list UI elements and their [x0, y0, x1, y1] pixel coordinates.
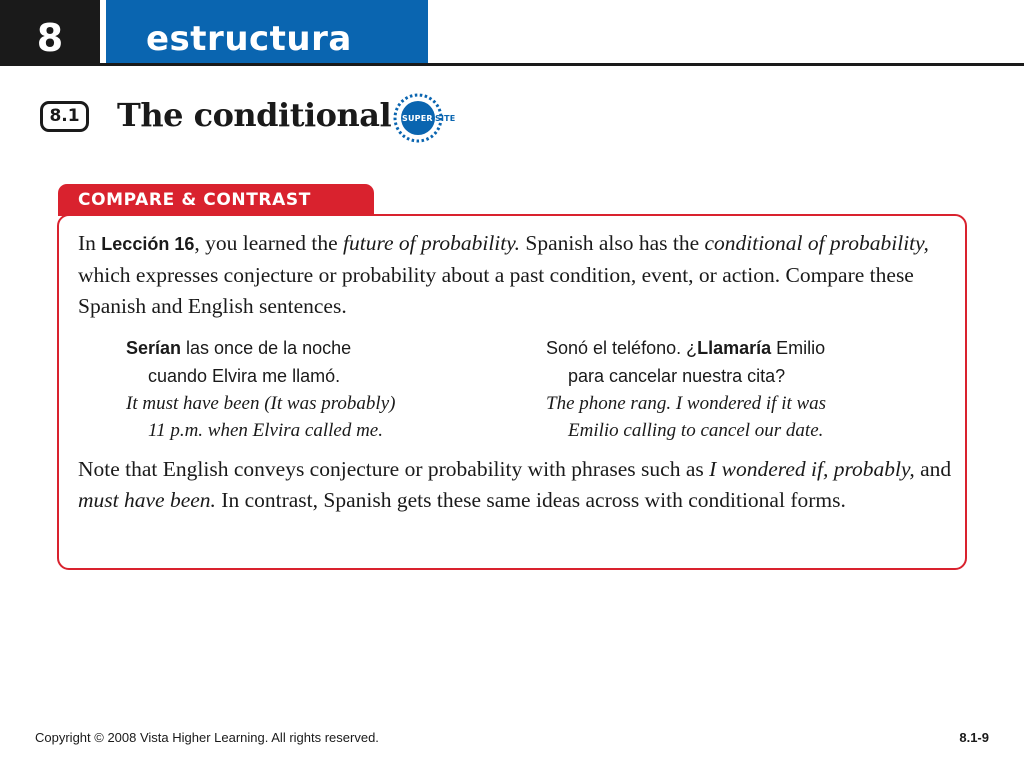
example-right-spanish-line2: para cancelar nuestra cita? [568, 366, 786, 386]
example-left-english-line1: It must have been (It was probably) [126, 393, 396, 414]
example-right-english-line1: The phone rang. I wondered if it was [546, 393, 827, 414]
example-right-english-line2: Emilio calling to cancel our date. [568, 420, 824, 441]
example-right [546, 334, 946, 444]
copyright-text: Copyright © 2008 Vista Higher Learning. All rights reserved. [35, 730, 379, 745]
compare-contrast-tab: COMPARE & CONTRAST [58, 184, 374, 216]
svg-text:SITE: SITE [435, 114, 456, 123]
chapter-number: 8 [0, 0, 100, 64]
intro-paragraph: In Lección 16, you learned the future of probability. Spanish also has the conditional of probability, which expresses conjecture or probability about a past condition, event, or action. Compare these Spanish and English sentences. [78, 231, 929, 318]
example-left-english-line2: 11 p.m. when Elvira called me. [148, 420, 383, 441]
chapter-title: estructura [106, 0, 428, 64]
section-number-badge: 8.1 [40, 101, 89, 132]
page-number: 8.1-9 [959, 730, 989, 745]
header-rule [0, 63, 1024, 66]
lesson-reference: Lección 16 [101, 234, 195, 254]
supersite-logo [392, 92, 478, 144]
example-left-spanish-line1: Serían las once de la noche [126, 338, 352, 358]
example-left [126, 334, 526, 444]
page-title: The conditional [117, 96, 392, 134]
example-left-spanish-line2: cuando Elvira me llamó. [148, 366, 341, 386]
svg-text:SUPER: SUPER [402, 114, 433, 123]
example-right-spanish-line1: Sonó el teléfono. ¿Llamaría Emilio [546, 338, 826, 358]
note-paragraph: Note that English conveys conjecture or probability with phrases such as I wondered if, probably, and must have been. In contrast, Spanish gets these same ideas across with conditional forms. [78, 457, 952, 512]
